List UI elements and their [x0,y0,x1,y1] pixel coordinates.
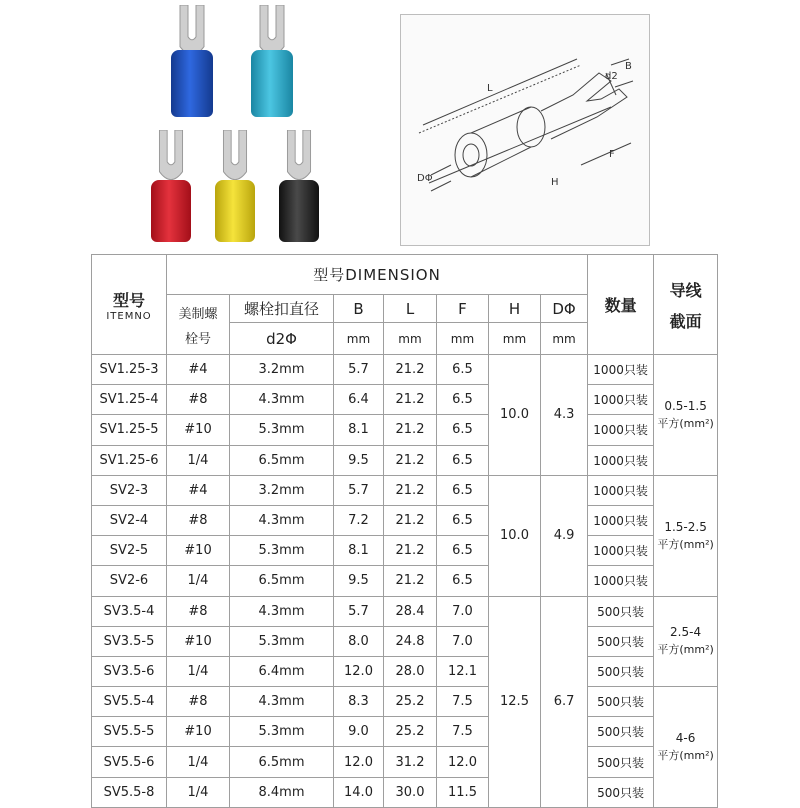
model-cell: SV5.5-8 [92,777,167,807]
model-cell: SV2-3 [92,475,167,505]
B-cell: 7.2 [334,505,384,535]
L-cell: 28.4 [384,596,437,626]
bolt-cell: 1/4 [167,777,230,807]
L-cell: 24.8 [384,626,437,656]
L-cell: 21.2 [384,566,437,596]
col-D-header: DΦ [541,295,588,323]
qty-cell: 500只装 [588,777,654,807]
sleeve-cyan [251,50,293,117]
label-L: L [487,83,493,94]
wire-header-line2: 截面 [669,311,702,331]
qty-cell: 1000只装 [588,566,654,596]
B-cell: 12.0 [334,747,384,777]
d2-cell: 6.5mm [230,566,334,596]
col-L-header: L [384,295,437,323]
model-cell: SV1.25-6 [92,445,167,475]
qty-cell: 1000只装 [588,505,654,535]
B-cell: 14.0 [334,777,384,807]
model-cell: SV2-5 [92,536,167,566]
bolt-cell: #10 [167,626,230,656]
L-cell: 28.0 [384,656,437,686]
qty-cell: 500只装 [588,626,654,656]
table-row [92,656,718,686]
model-cell: SV5.5-5 [92,717,167,747]
table-row [92,385,718,415]
d2-cell: 3.2mm [230,475,334,505]
L-cell: 21.2 [384,445,437,475]
model-header-en: ITEMNO [106,310,152,322]
wire-section-cell [654,355,718,476]
F-cell: 6.5 [437,505,489,535]
d2-cell: 6.5mm [230,747,334,777]
bolt-cell: #8 [167,505,230,535]
F-cell: 7.0 [437,626,489,656]
d2-cell: 4.3mm [230,385,334,415]
qty-cell: 500只装 [588,717,654,747]
F-cell: 6.5 [437,385,489,415]
wire-section-cell [654,596,718,687]
col-H-header: H [489,295,541,323]
model-cell: SV1.25-4 [92,385,167,415]
F-cell: 12.1 [437,656,489,686]
table-row [92,445,718,475]
wire-unit: 平方(mm²) [657,643,714,657]
terminal-cyan [246,5,298,117]
d2-cell: 4.3mm [230,687,334,717]
F-cell: 6.5 [437,355,489,385]
d2-cell: 5.3mm [230,626,334,656]
B-cell: 8.1 [334,415,384,445]
sleeve-black [279,180,319,242]
bolt-header-line1: 美制螺 [178,306,218,322]
d2-cell: 6.5mm [230,445,334,475]
bolt-cell: 1/4 [167,445,230,475]
L-cell: 21.2 [384,355,437,385]
table-row [92,505,718,535]
L-cell: 21.2 [384,505,437,535]
spec-table [91,254,718,808]
unit-D: mm [541,323,588,355]
model-cell: SV2-4 [92,505,167,535]
sleeve-yellow [215,180,255,242]
model-cell: SV1.25-3 [92,355,167,385]
table-row [92,475,718,505]
table-row [92,626,718,656]
wire-unit: 平方(mm²) [657,748,714,762]
H-cell: 10.0 [489,355,541,476]
B-cell: 5.7 [334,355,384,385]
dia-sub-header: d2Φ [230,323,334,355]
qty-header: 数量 [588,255,654,355]
bolt-cell: #8 [167,596,230,626]
bolt-cell: 1/4 [167,656,230,686]
table-row [92,566,718,596]
wire-unit: 平方(mm²) [657,416,714,430]
bolt-cell: #10 [167,536,230,566]
table-row [92,596,718,626]
F-cell: 6.5 [437,566,489,596]
label-B: B [625,61,632,72]
F-cell: 6.5 [437,445,489,475]
F-cell: 7.5 [437,687,489,717]
D-cell: 4.9 [541,475,588,596]
F-cell: 6.5 [437,415,489,445]
table-row [92,747,718,777]
d2-cell: 4.3mm [230,596,334,626]
d2-cell: 5.3mm [230,415,334,445]
qty-cell: 500只装 [588,747,654,777]
d2-cell: 6.4mm [230,656,334,686]
table-row [92,536,718,566]
qty-cell: 1000只装 [588,445,654,475]
model-cell: SV3.5-6 [92,656,167,686]
unit-F: mm [437,323,489,355]
H-cell: 10.0 [489,475,541,596]
qty-cell: 1000只装 [588,415,654,445]
col-F-header: F [437,295,489,323]
label-D: DΦ [417,173,433,184]
wire-header [654,255,718,355]
unit-B: mm [334,323,384,355]
unit-L: mm [384,323,437,355]
bolt-cell: 1/4 [167,566,230,596]
bolt-cell: 1/4 [167,747,230,777]
bolt-cell: #4 [167,355,230,385]
L-cell: 21.2 [384,415,437,445]
label-H: H [551,177,559,188]
L-cell: 21.2 [384,536,437,566]
label-F: F [609,149,615,160]
table-row [92,355,718,385]
terminal-red [146,130,196,242]
wire-section-cell [654,475,718,596]
bolt-cell: #10 [167,415,230,445]
B-cell: 5.7 [334,596,384,626]
bolt-cell: #8 [167,687,230,717]
B-cell: 9.5 [334,445,384,475]
terminal-blue [166,5,218,117]
F-cell: 12.0 [437,747,489,777]
B-cell: 5.7 [334,475,384,505]
bolt-header-line2: 栓号 [184,331,211,347]
sleeve-red [151,180,191,242]
F-cell: 6.5 [437,475,489,505]
col-B-header: B [334,295,384,323]
wire-range: 2.5-4 [670,625,702,640]
B-cell: 6.4 [334,385,384,415]
wire-header-line1: 导线 [669,280,702,300]
F-cell: 7.5 [437,717,489,747]
bolt-cell: #10 [167,717,230,747]
sleeve-blue [171,50,213,117]
wire-range: 0.5-1.5 [664,398,707,413]
table-row [92,415,718,445]
B-cell: 12.0 [334,656,384,686]
model-header [92,255,167,355]
d2-cell: 5.3mm [230,536,334,566]
d2-cell: 3.2mm [230,355,334,385]
bolt-cell: #8 [167,385,230,415]
terminal-yellow [210,130,260,242]
wire-range: 1.5-2.5 [664,519,707,534]
label-d2: d2 [605,71,618,82]
d2-cell: 8.4mm [230,777,334,807]
L-cell: 21.2 [384,385,437,415]
model-cell: SV2-6 [92,566,167,596]
qty-cell: 1000只装 [588,355,654,385]
B-cell: 8.1 [334,536,384,566]
model-header-cn: 型号 [112,290,145,310]
B-cell: 8.3 [334,687,384,717]
model-cell: SV3.5-5 [92,626,167,656]
d2-cell: 4.3mm [230,505,334,535]
B-cell: 9.0 [334,717,384,747]
wire-section-cell [654,687,718,808]
F-cell: 11.5 [437,777,489,807]
terminal-black [274,130,324,242]
qty-cell: 500只装 [588,687,654,717]
F-cell: 7.0 [437,596,489,626]
qty-cell: 1000只装 [588,475,654,505]
qty-cell: 1000只装 [588,385,654,415]
table-row [92,717,718,747]
L-cell: 25.2 [384,717,437,747]
wire-range: 4-6 [675,730,696,745]
qty-cell: 500只装 [588,656,654,686]
model-cell: SV5.5-6 [92,747,167,777]
model-cell: SV1.25-5 [92,415,167,445]
D-cell: 6.7 [541,596,588,807]
table-row [92,777,718,807]
dimension-header: 型号DIMENSION [167,255,588,295]
model-cell: SV3.5-4 [92,596,167,626]
B-cell: 8.0 [334,626,384,656]
L-cell: 30.0 [384,777,437,807]
L-cell: 21.2 [384,475,437,505]
d2-cell: 5.3mm [230,717,334,747]
qty-cell: 500只装 [588,596,654,626]
product-photo [140,0,340,250]
qty-cell: 1000只装 [588,536,654,566]
L-cell: 31.2 [384,747,437,777]
H-cell: 12.5 [489,596,541,807]
D-cell: 4.3 [541,355,588,476]
bolt-cell: #4 [167,475,230,505]
dia-header: 螺栓扣直径 [230,295,334,323]
wire-unit: 平方(mm²) [657,537,714,551]
F-cell: 6.5 [437,536,489,566]
dimension-diagram [400,14,650,246]
unit-H: mm [489,323,541,355]
L-cell: 25.2 [384,687,437,717]
bolt-header [167,295,230,355]
table-row [92,687,718,717]
B-cell: 9.5 [334,566,384,596]
model-cell: SV5.5-4 [92,687,167,717]
diagram-svg [401,15,649,245]
